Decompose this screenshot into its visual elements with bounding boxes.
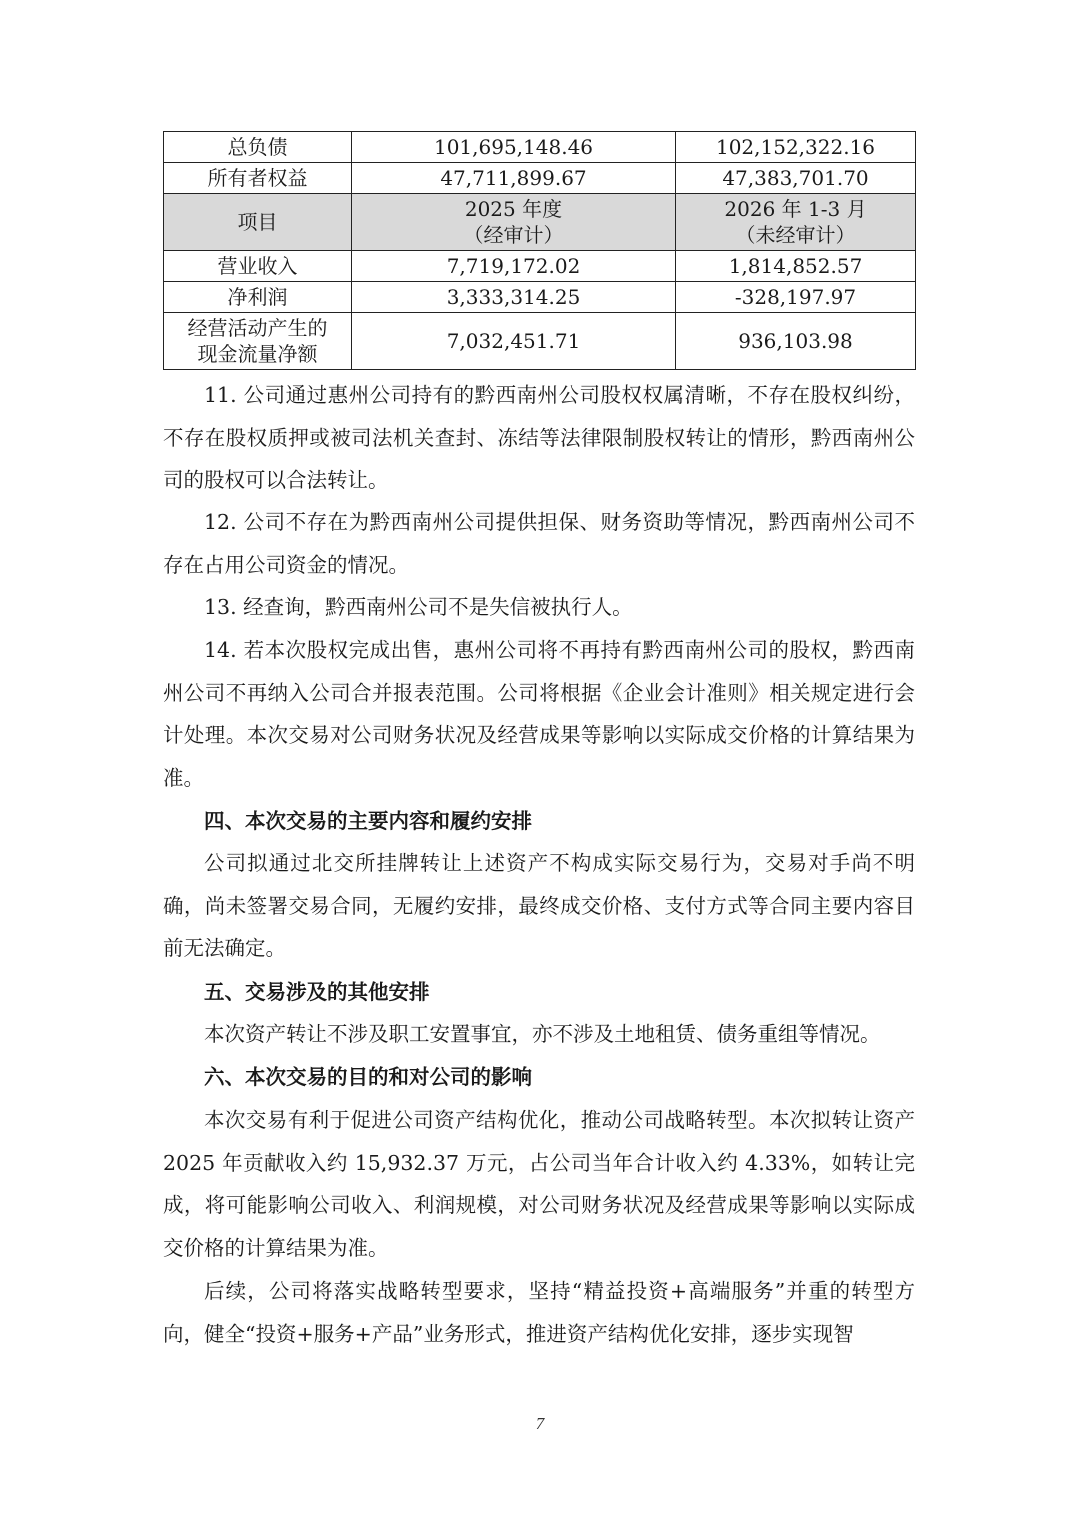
page-number: 7	[535, 1414, 545, 1433]
paragraph-section-5: 本次资产转让不涉及职工安置事宜，亦不涉及土地租赁、债务重组等情况。	[204, 1022, 881, 1046]
row-label: 总负债	[164, 132, 352, 163]
value-2025: 7,032,451.71	[352, 313, 676, 370]
value-2025: 7,719,172.02	[352, 251, 676, 282]
paragraph-11: 11. 公司通过惠州公司持有的黔西南州公司股权权属清晰，不存在股权纠纷，不存在股权质押或被司法机关查封、冻结等法律限制股权转让的情形，黔西南州公司的股权可以合法转让。	[163, 383, 915, 492]
section-heading-6: 六、本次交易的目的和对公司的影响	[204, 1065, 532, 1089]
header-2026-period: 2026 年 1-3 月	[724, 197, 867, 221]
section-heading-4: 四、本次交易的主要内容和履约安排	[204, 809, 532, 833]
row-label	[164, 313, 352, 370]
table-row	[164, 163, 916, 194]
value-2026: -328,197.97	[676, 282, 916, 313]
table-row	[164, 251, 916, 282]
row-label-line2: 现金流量净额	[197, 342, 318, 366]
paragraph-section-6b: 后续，公司将落实战略转型要求，坚持“精益投资+高端服务”并重的转型方向，健全“投资+服务+产品”业务形式，推进资产结构优化安排，逐步实现智	[163, 1279, 915, 1346]
section-heading-5: 五、交易涉及的其他安排	[204, 980, 430, 1004]
value-2026: 1,814,852.57	[676, 251, 916, 282]
table-row	[164, 313, 916, 370]
header-2026-audit: （未经审计）	[735, 223, 856, 247]
value-2026: 936,103.98	[676, 313, 916, 370]
table-row	[164, 132, 916, 163]
header-2025	[352, 194, 676, 251]
value-2025: 101,695,148.46	[352, 132, 676, 163]
row-label-line1: 经营活动产生的	[187, 316, 328, 340]
row-label: 净利润	[164, 282, 352, 313]
value-2026: 102,152,322.16	[676, 132, 916, 163]
table-header-row	[164, 194, 916, 251]
value-2025: 47,711,899.67	[352, 163, 676, 194]
value-2025: 3,333,314.25	[352, 282, 676, 313]
paragraph-12: 12. 公司不存在为黔西南州公司提供担保、财务资助等情况，黔西南州公司不存在占用公司资金的情况。	[163, 510, 915, 577]
financial-table	[163, 131, 916, 370]
paragraph-section-4: 公司拟通过北交所挂牌转让上述资产不构成实际交易行为，交易对手尚不明确，尚未签署交易合同，无履约安排，最终成交价格、支付方式等合同主要内容目前无法确定。	[163, 851, 915, 960]
header-item: 项目	[164, 194, 352, 251]
paragraph-13: 13. 经查询，黔西南州公司不是失信被执行人。	[204, 595, 633, 619]
header-2025-audit: （经审计）	[463, 223, 564, 247]
paragraph-section-6a: 本次交易有利于促进公司资产结构优化，推动公司战略转型。本次拟转让资产 2025 年贡献收入约 15,932.37 万元，占公司当年合计收入约 4.33%，如转让完成，将可能影响公司收入、利润规模，对公司财务状况及经营成果等影响以实际成交价格的计算结果为准。	[163, 1108, 915, 1260]
header-2025-period: 2025 年度	[464, 197, 563, 221]
row-label: 所有者权益	[164, 163, 352, 194]
table-row	[164, 282, 916, 313]
row-label: 营业收入	[164, 251, 352, 282]
paragraph-14: 14. 若本次股权完成出售，惠州公司将不再持有黔西南州公司的股权，黔西南州公司不再纳入公司合并报表范围。公司将根据《企业会计准则》相关规定进行会计处理。本次交易对公司财务状况及经营成果等影响以实际成交价格的计算结果为准。	[163, 638, 915, 790]
header-2026	[676, 194, 916, 251]
value-2026: 47,383,701.70	[676, 163, 916, 194]
